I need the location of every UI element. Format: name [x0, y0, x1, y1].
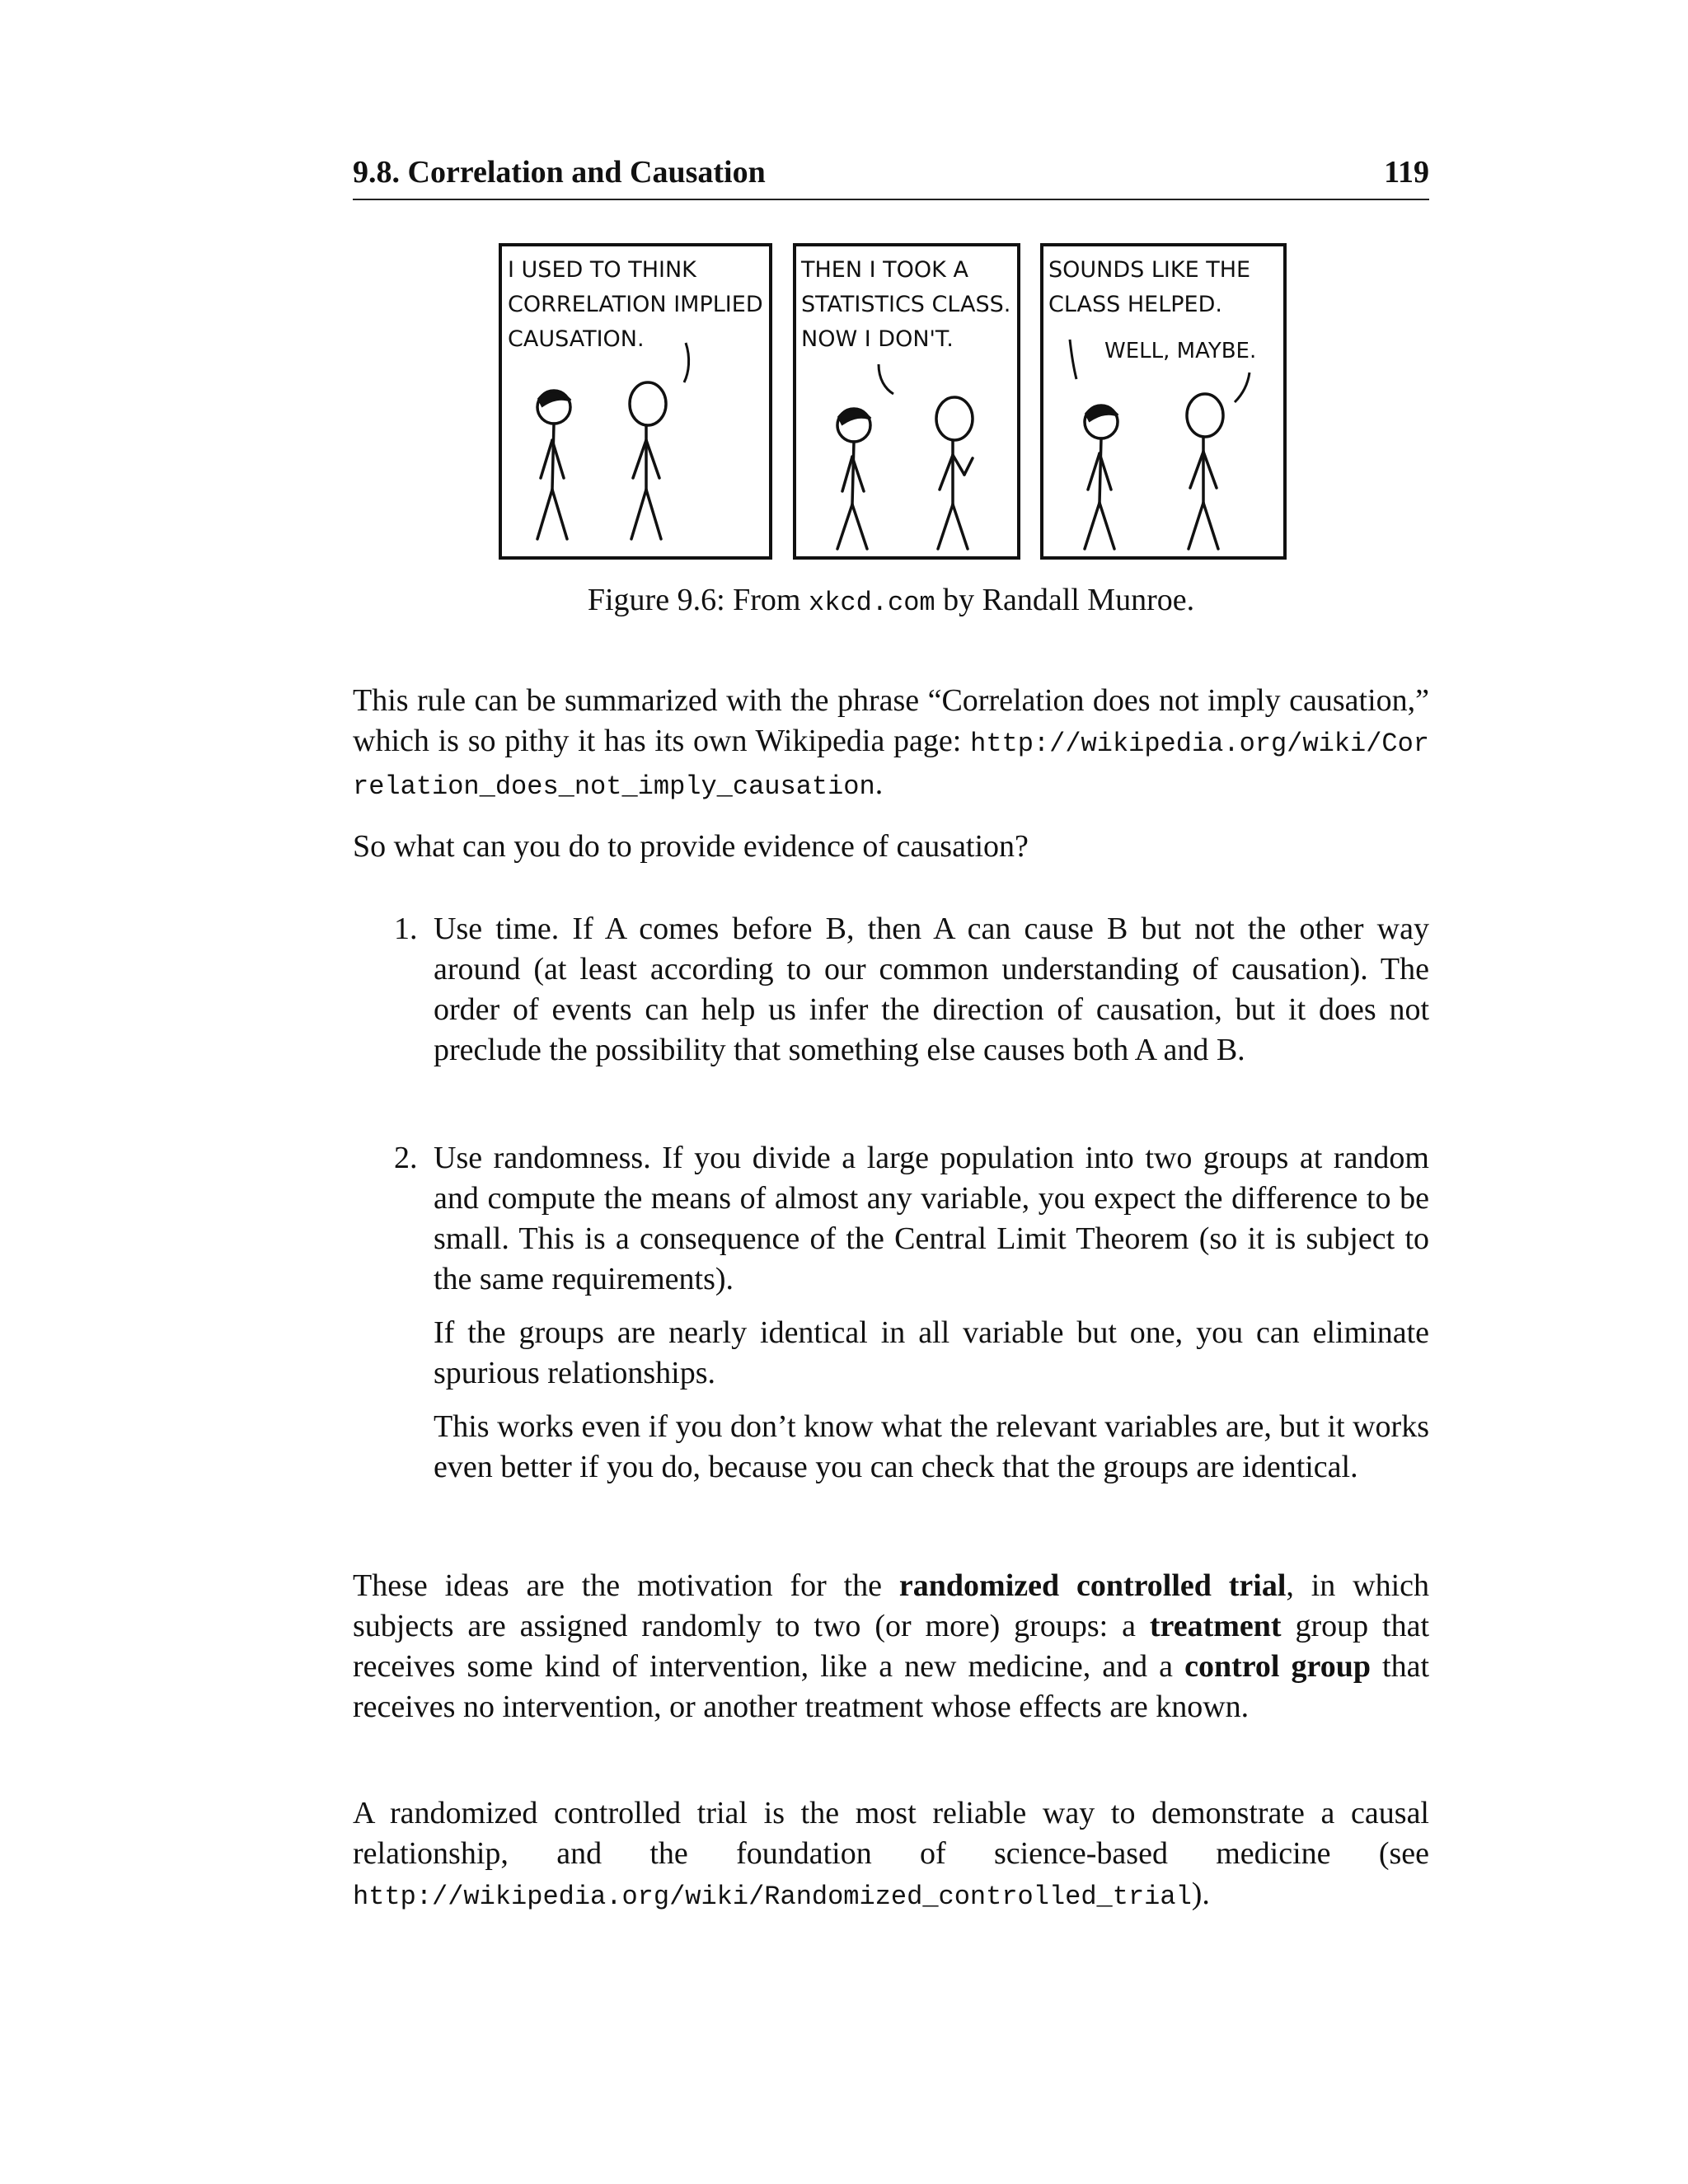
xkcd-comic-figure	[498, 242, 1287, 560]
paragraph-question: So what can you do to provide evidence of causation?	[353, 829, 1029, 864]
term-control-group: control group	[1184, 1649, 1371, 1684]
panel3-line2: CLASS HELPED.	[1048, 292, 1222, 317]
paragraph-text: , in which subjects are assigned randomly to two (or more) groups: a	[353, 1568, 1429, 1643]
panel2-line3: NOW I DON'T.	[801, 326, 954, 352]
panel3-reply: WELL, MAYBE.	[1104, 339, 1257, 363]
list-number: 2.	[394, 1141, 418, 1175]
page-number: 119	[1384, 155, 1429, 190]
list-item-text: This works even if you don’t know what the relevant variables are, but it works even better if you do, because you can check that the groups are identical.	[434, 1409, 1429, 1484]
figure-caption	[353, 582, 1429, 618]
wikipedia-link-correlation[interactable]: http://wikipedia.org/wiki/Correlation_does_not_imply_causation	[353, 729, 1429, 802]
panel1-line2: CORRELATION IMPLIED	[508, 292, 763, 317]
wikipedia-link-rct[interactable]: http://wikipedia.org/wiki/Randomized_controlled_trial	[353, 1882, 1192, 1912]
section-title: 9.8. Correlation and Causation	[353, 155, 766, 190]
paragraph-end: .	[874, 766, 884, 801]
paragraph-rct-reliable	[353, 1793, 1429, 1917]
caption-suffix: by Randall Munroe.	[935, 583, 1195, 617]
list-item-text: If the groups are nearly identical in all variable but one, you can eliminate spurious relationships.	[434, 1315, 1429, 1390]
paragraph-text: This rule can be summarized with the phrase “Correlation does not imply causation,” which is so pithy it has its own Wikipedia page:	[353, 683, 1429, 758]
list-number: 1.	[394, 912, 418, 946]
term-randomized-controlled-trial: randomized controlled trial	[898, 1568, 1287, 1603]
paragraph-text: These ideas are the motivation for the	[353, 1568, 899, 1603]
paragraph-rct-motivation	[353, 1566, 1429, 1727]
panel2-line1: THEN I TOOK A	[801, 257, 968, 283]
caption-site: xkcd.com	[808, 588, 935, 618]
list-item-text: Use time. If A comes before B, then A can cause B but not the other way around (at least according to our common understanding of causation). The order of events can help us infer the direction of causation, but it does not preclude the possibility that something else causes both A and B.	[434, 912, 1429, 1067]
paragraph-text: group that receives some kind of intervention, like a new medicine, and a	[353, 1609, 1430, 1684]
panel3-line1: SOUNDS LIKE THE	[1048, 257, 1251, 283]
paragraph-text: A randomized controlled trial is the most reliable way to demonstrate a causal relationship, and the foundation of science-based medicine (see	[353, 1796, 1429, 1871]
list-item-1	[394, 909, 1429, 1071]
paragraph-end: ).	[1191, 1877, 1210, 1911]
paragraph-text: that receives no intervention, or another treatment whose effects are known.	[353, 1649, 1430, 1724]
comic-strip	[498, 242, 1287, 560]
caption-prefix: Figure 9.6: From	[587, 583, 809, 617]
panel1-line3: CAUSATION.	[508, 326, 645, 352]
list-item-2	[394, 1138, 1429, 1488]
list-item-text: Use randomness. If you divide a large population into two groups at random and compute the means of almost any variable, you expect the difference to be small. This is a consequence of the Central Limit Theorem (so it is subject to the same requirements).	[434, 1141, 1429, 1296]
panel1-line1: I USED TO THINK	[508, 257, 696, 283]
paragraph-correlation-rule	[353, 681, 1429, 807]
running-head	[353, 154, 1429, 200]
term-treatment: treatment	[1149, 1609, 1282, 1643]
panel2-line2: STATISTICS CLASS.	[801, 292, 1011, 317]
